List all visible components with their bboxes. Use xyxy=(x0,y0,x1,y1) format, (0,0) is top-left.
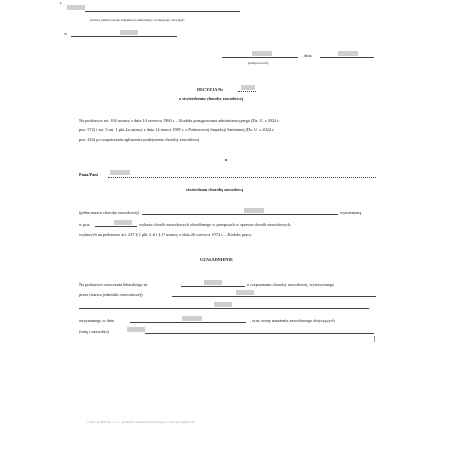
legal-basis-line-1: Na podstawie art. 104 ustawy z dnia 14 czerwca 1960 r. – Kodeks postępowania administracyjnego (Dz. U. z 2024 r. xyxy=(79,118,280,123)
position-field[interactable] xyxy=(114,220,132,225)
justification-heading: UZASADNIENIE xyxy=(200,257,233,262)
decision-number-field[interactable] xyxy=(241,85,255,90)
addressee-name-line xyxy=(108,177,376,178)
unit-name-comma: , xyxy=(370,304,372,309)
place-caption: (miejscowość) xyxy=(248,61,269,65)
place-line xyxy=(222,57,298,58)
place-field[interactable] xyxy=(252,51,272,56)
decision-subtitle: o stwierdzeniu choroby zawodowej xyxy=(179,96,244,101)
person-name-field[interactable] xyxy=(127,327,145,332)
regulation-line: wydanych na podstawie art. 237 § 1 pkt 3–6 i § 1¹ ustawy z dnia 26 czerwca 1974 r. – Kodeks pracy. xyxy=(79,232,253,237)
received-date-field[interactable] xyxy=(182,316,202,321)
legal-basis-line-2: poz. 572) i art. 5 ust. 1 pkt 4a ustawy z dnia 14 marca 1985 r. o Państwowej Inspekcji Sanitarnej (Dz. U. z 2024 r. xyxy=(79,127,275,132)
justification-line-4-prefix: otrzymanego w dniu xyxy=(79,318,115,323)
disease-prefix: (pełna nazwa choroby zawodowej) xyxy=(79,210,140,215)
footer-text: © Infor.pl 2024 Sp. z o.o., producent aktywnych formularzy, e-mail: biuro@infor.pl xyxy=(87,420,195,424)
addressee-name-field[interactable] xyxy=(110,170,130,175)
authority-name-field[interactable] xyxy=(67,5,85,10)
justification-line-4-suffix: , oraz oceny narażenia zawodowego dotyczących xyxy=(250,318,335,323)
justification-line-2-prefix: przez (nazwa jednostki orzeczniczej) xyxy=(79,292,143,297)
in-place-line xyxy=(71,36,177,37)
connector-u: u xyxy=(225,157,228,162)
certificate-number-field[interactable] xyxy=(204,280,222,285)
authority-caption: (nazwa państwowego inspektora sanitarnego wydającego decyzję)* xyxy=(90,18,185,22)
in-prefix: w xyxy=(64,31,68,36)
legal-basis-line-3: poz. 416) po rozpatrzeniu zgłoszenia podejrzenia choroby zawodowej xyxy=(79,137,200,142)
unit-name-field-2[interactable] xyxy=(214,302,232,307)
unit-name-line-2 xyxy=(79,308,369,309)
disease-line xyxy=(142,214,338,215)
authority-name-line xyxy=(85,11,240,12)
position-rest: wykazu chorób zawodowych określonego w przepisach w sprawie chorób zawodowych, xyxy=(139,222,292,227)
date-prefix: , dnia xyxy=(302,53,312,58)
unit-name-field[interactable] xyxy=(236,290,254,295)
decision-title: DECYZJA Nr xyxy=(197,87,224,92)
certificate-number-line xyxy=(181,286,245,287)
justification-line-5-prefix: (imię i nazwisko) xyxy=(79,329,110,334)
justification-line-1-prefix: Na podstawie orzeczenia lekarskiego nr xyxy=(79,282,148,287)
corner-mark: L xyxy=(60,1,63,5)
position-prefix: w poz. xyxy=(79,222,91,227)
person-name-line xyxy=(145,333,374,334)
position-line xyxy=(95,226,137,227)
decision-number-line xyxy=(238,91,256,92)
addressee-label: Pana/Pani xyxy=(79,172,98,177)
disease-suffix: wymienioną xyxy=(340,210,362,215)
statement: stwierdzam chorobę zawodową xyxy=(186,187,244,192)
in-place-field[interactable] xyxy=(120,30,138,35)
justification-line-1-suffix: o rozpoznaniu choroby zawodowej, wystawionego xyxy=(247,282,335,287)
unit-name-line xyxy=(172,296,376,297)
continuation-mark xyxy=(374,336,375,342)
date-field[interactable] xyxy=(338,51,358,56)
date-line xyxy=(320,57,374,58)
disease-field[interactable] xyxy=(244,208,264,213)
received-date-line xyxy=(130,322,246,323)
